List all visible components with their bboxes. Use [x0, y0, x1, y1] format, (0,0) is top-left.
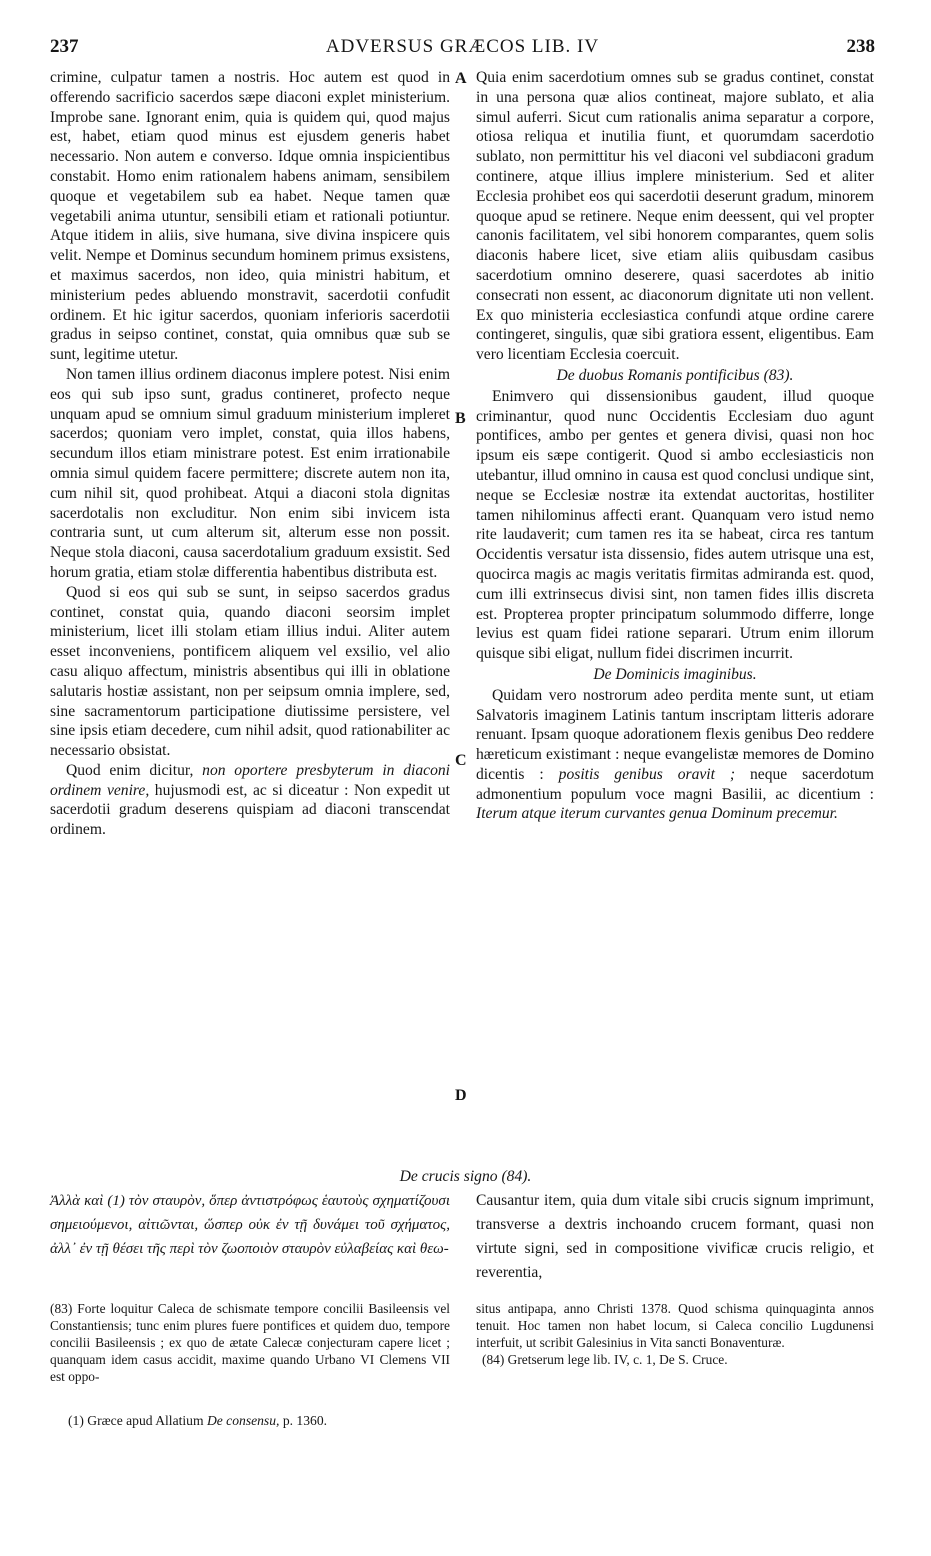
section-heading-images: De Dominicis imaginibus.: [593, 665, 757, 683]
latin-cross-text: Causantur item, quia dum vitale sibi crucis signum imprimunt, transverse a dextris inchoando crucem formant, quasi non virtute signi, sed in compositione vivificæ crucis religio, et reverentia,: [476, 1192, 874, 1281]
running-header: [50, 36, 875, 66]
section-heading-pontiffs: De duobus Romanis pontificibus (83).: [556, 366, 794, 384]
right-paragraph-2: Enimvero qui dissensionibus gaudent, illud quoque criminantur, quod nunc Occidentis Ecclesiam duo agunt pontifices, ambo per gentes et genera divisi, quasi non hoc ipsum eis sæpe contigerit. Quod si ambo ecclesiasticis non utebantur, illud omnino in causa est quod conclusi undique sint, neque se Ecclesiæ nostræ ita extendat auctoritas, hostiliter tamen nihilominus affecti erant. Quanquam vero istud nemo rite laudaverit; cum tamen res ita se habeat, circa res tantum Occidentis versatur ista dissensio, fides autem utrisque una est, quocirca magis ac magis veritatis firmitas admiranda est. quod, cum illi extrinsecus divisi sint, non tamen fides illis discreta est. Propterea propter principatum solummodo differre, longe levius est quam fidei ratione separari. Utrum enim illorum quisque sibi eligat, nullum fidei discrimen incurrit.: [476, 387, 874, 663]
left-p4-end: hujusmodi est, ac si diceatur : Non expedit ut sacerdotii gradum deserens quispiam ad diaconi transcendat ordinem.: [50, 781, 450, 839]
footnote-1-start: (1) Græce apud Allatium: [68, 1413, 204, 1428]
left-paragraph-3: Quod si eos qui sub se sunt, in seipso sacerdos gradus continet, constat quia, quando diaconi seorsim implet ministerium, licet illi stolam etiam illius indui. Aliter autem esset inconveniens, pontificem aliquem vel exsilio, vel alio casu aliquo affectum, ministris absentibus qui illi in oblatione salutaris hostiæ assistant, non per seipsum omnia implere, sed, sine sacramentorum participatione diutissime persistere, vel sine ipsis etiam decedere, cum nihil adsit, quod rationabiliter ac necessario obsistat.: [50, 583, 450, 760]
greek-text: Ἀλλὰ καὶ (1) τὸν σταυρὸν, ὅπερ ἀντιστρόφως ἑαυτοὺς σχηματίζουσι σημειούμενοι, αἰτιῶνται, ὥσπερ οὐκ ἐν τῇ δυνάμει τοῦ σχήματος, ἀλλ᾽ ἐν τῇ θέσει τῆς περὶ τὸν ζωοποιὸν σταυρὸν εὐλαβείας καὶ θεω-: [50, 1193, 450, 1257]
footnote-1: [68, 1413, 327, 1429]
right-paragraph-1: Quia enim sacerdotium omnes sub se gradus continet, constat in una persona quæ alios contineat, majore sublato, et alia simul auferri. Sicut cum rationalis anima separatur a corpore, otiosa reliqua et inutilia fiunt, et quorumdam sacerdotio sublato, non permittitur his vel diaconi vel subdiaconi gradum continere, atque illius implere ministerium. Sed et aliter Ecclesia prohibet eos qui sacerdotii deserunt gradum, minorem quoque apud se retinere. Neque enim deessent, qui vel propter canonis facilitatem, vel sibi honorem comparantes, quem solis diaconis habere licet, sive etiam aliis quibusdam casibus sacerdotium omnino deserere, quasi sacerdotes ab initio consecrati non essent, ac diaconorum dignitate uti non vellent. Ex quo ministeria ecclesiastica confundi atque ordine carere contingeret, singulis, quæ sibi gratiora essent, eligentibus. Eam vero licentiam Ecclesia coercuit.: [476, 69, 874, 364]
left-paragraph-4: [50, 761, 450, 840]
margin-letter-c: C: [455, 752, 467, 769]
left-p4-start: Quod enim dicitur,: [66, 761, 194, 779]
page-number-right: 238: [846, 36, 875, 57]
right-p3-mid: neque sacerdotum admonentium populum voce magni Basilii, ac dicentium :: [476, 765, 875, 803]
footnote-84: (84) Gretserum lege lib. IV, c. 1, De S. Cruce.: [482, 1352, 728, 1367]
footnote-1-title: De consensu,: [206, 1413, 280, 1428]
right-column: [476, 68, 874, 824]
right-paragraph-3: [476, 686, 874, 825]
right-p3-quote-1: positis genibus oravit ;: [558, 765, 736, 783]
right-p3-start: Quidam vero nostrorum adeo perdita mente sunt, ut etiam Salvatoris imaginem Latinis tantum inscriptam litteris adorare renuant. Ipsam quoque adorationem flexis genibus Deo reddere hæreticum existimant : neque evangelistæ memores de Domino dicentis :: [476, 686, 874, 783]
left-paragraph-2: Non tamen illius ordinem diaconus implere potest. Nisi enim eos qui sub ipso sunt, gradus contineret, profecto neque unquam apud se omnium simul graduum ministerium impleret sacerdos; quoniam vero implet, constat, quia illos habens, secundum illos etiam ministrare potest. Est enim irrationabile omnia simul quidem facere permittere; discrete autem non ita, cum nihil sit, quod prohibeat. Atqui a diaconi stola dignitas sacerdotalis non excluditur. Non enim sibi invicem ista contraria sunt, ut cum alterum sit, alterum esse non possit. Neque stola diaconi, causa sacerdotalium graduum exsistit. Sed horum gratia, etiam stolæ differentia habentibus distributa est.: [50, 365, 450, 581]
left-column: [50, 68, 450, 840]
margin-letter-b: B: [455, 410, 466, 427]
running-title: ADVERSUS GRÆCOS LIB. IV: [325, 36, 600, 57]
footnote-83-cont-text: situs antipapa, anno Christi 1378. Quod schisma quinquaginta annos tenuit. Hoc tamen non habet locum, si Caleca concilio Lugdunensi interfuit, ut scribit Galesinius in Vita sancti Bonaventuræ.: [476, 1301, 874, 1350]
margin-letter-a: A: [455, 70, 467, 87]
page-number-left: 237: [50, 36, 79, 57]
left-p4-quote: non oportere presbyterum in diaconi ordinem venire,: [50, 761, 451, 799]
footnote-83: (83) Forte loquitur Caleca de schismate tempore concilii Basileensis vel Constantiensis; tunc enim plures fuere pontifices et quidem duo, tempore concilii Basileensis ; ex quo de ætate Calecæ conjecturam capere licet ; quanquam idem casus accidit, maxime quando Urbano VI Clemens VII est oppo-: [50, 1301, 450, 1384]
left-paragraph-1: crimine, culpatur tamen a nostris. Hoc autem est quod in offerendo sacrificio sacerdos sæpe diaconi explet ministerium. Improbe sane. Ignorant enim, quia is quidem qui, quod majus est, habet, etiam quod minus est ejusdem generis habet necessario. Non autem e converso. Idque omnia inspicientibus constabit. Homo enim rationalem habens animam, sensibilem quoque et vegetabilem sub ea habet. Neque tamen quæ vegetabili anima utuntur, sensibili etiam et rationali potiuntur. Atque itidem in aliis, sive humana, sive divina inspicere quis velit. Nempe et Dominus secundum hominem primus exsistens, et maximus sacerdos, non ideo, quia ministri habitum, et ministerium pedes abluendo monstravit, sacerdotii confudit ordinem. Et hic igitur sacerdos, quoniam inferioris sacerdotii gradus in seipso continet, constat, quia omnibus quæ sub se sunt, legitime utetur.: [50, 69, 450, 364]
footnote-83-continued: [476, 1300, 874, 1368]
footnote-1-end: p. 1360.: [282, 1413, 328, 1428]
margin-letter-d: D: [455, 1087, 467, 1104]
section-heading-cross: De crucis signo (84).: [399, 1168, 532, 1185]
right-p3-quote-2: Iterum atque iterum curvantes genua Dominum precemur.: [476, 805, 838, 823]
